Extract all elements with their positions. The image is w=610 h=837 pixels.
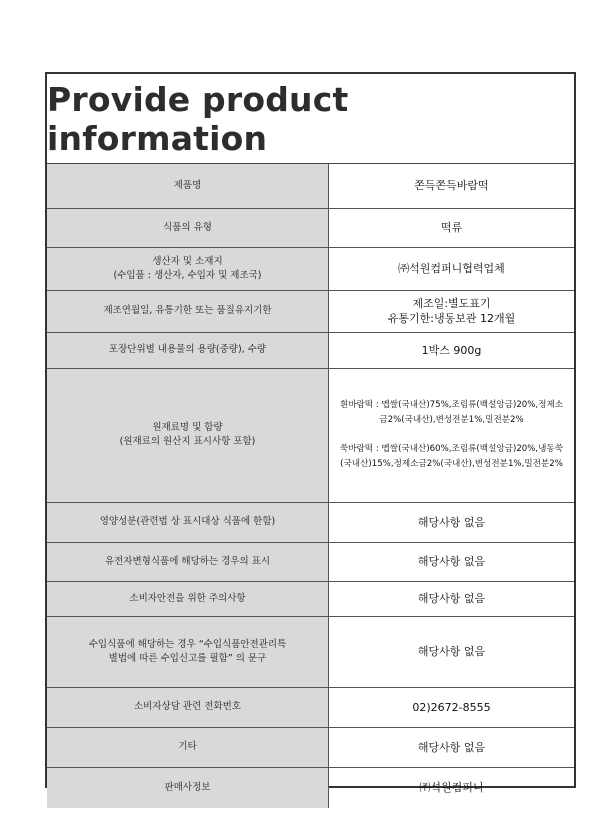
label-text: 기타 [178, 741, 197, 752]
value-text: 해당사항 없음 [417, 645, 486, 658]
label-text: 판매사정보 [164, 781, 211, 793]
table-row [47, 502, 574, 542]
label-safety-notice [47, 581, 329, 616]
table-row [47, 687, 574, 727]
value-seller [329, 767, 575, 808]
label-text: 식품의 유형 [163, 221, 212, 233]
value-nutrition [329, 502, 575, 542]
label-capacity [47, 332, 329, 368]
label-text: 별법에 따른 수입신고를 필함” 의 문구 [108, 652, 267, 664]
label-text: 포장단위별 내용물의 용량(중량), 수량 [108, 344, 267, 355]
label-text: 유전자변형식품에 해당하는 경우의 표시 [104, 555, 271, 567]
label-food-type [47, 208, 329, 247]
label-etc [47, 727, 329, 767]
label-text: 생산자 및 소재지 [152, 255, 223, 267]
label-seller [47, 767, 329, 808]
value-text: 해당사항 없음 [417, 740, 486, 754]
label-text: 제조연월일, 유통기한 또는 품질유지기한 [103, 305, 272, 316]
value-ingredients [329, 368, 575, 502]
value-text: 해당사항 없음 [417, 592, 486, 605]
ingredient-text: 쑥바람떡 : 멥쌀(국내산)60%,조림류(백설앙금)20%,냉동쑥 [339, 444, 564, 454]
value-import-notice [329, 616, 575, 687]
label-product-name [47, 164, 329, 208]
value-safety-notice [329, 581, 575, 616]
table-row [47, 247, 574, 290]
value-text: ㈜석원컴퍼니협력업체 [398, 262, 505, 275]
label-text: (수입품 : 생산자, 수입자 및 제조국) [113, 269, 262, 281]
product-info-sheet [45, 72, 576, 795]
value-food-type [329, 208, 575, 247]
label-nutrition [47, 502, 329, 542]
label-gmo [47, 542, 329, 581]
table-row [47, 727, 574, 767]
value-product-name [329, 164, 575, 208]
value-text: 유통기한:냉동보관 12개월 [387, 312, 516, 325]
label-text: 영양성분(관련법 상 표시대상 식품에 한함) [99, 516, 276, 527]
value-gmo [329, 542, 575, 581]
label-manufacture-date [47, 290, 329, 332]
ingredient-text: 금2%(국내산),변성전분1%,밀전분2% [379, 415, 524, 425]
table-row [47, 767, 574, 808]
value-text: 1박스 900g [421, 343, 482, 357]
label-text: (원재료의 원산지 표시사항 포함) [119, 436, 256, 447]
label-ingredients [47, 368, 329, 502]
label-text: 제품명 [173, 179, 202, 191]
table-row [47, 581, 574, 616]
table-row [47, 616, 574, 687]
table-row [47, 368, 574, 502]
table-row [47, 332, 574, 368]
product-info-table [47, 164, 574, 808]
value-producer [329, 247, 575, 290]
value-text: 제조일:별도표기 [412, 297, 491, 310]
value-text: 해당사항 없음 [417, 555, 486, 568]
value-text: ㈜석원컴퍼니 [419, 781, 484, 795]
table-row [47, 542, 574, 581]
table-row [47, 290, 574, 332]
ingredient-text: (국내산)15%,정제소금2%(국내산),변성전분1%,밀전분2% [340, 459, 563, 469]
ingredient-text: 흰바람떡 : 멥쌀(국내산)75%,조림류(백설앙금)20%,정제소 [339, 400, 564, 410]
spacer [334, 428, 569, 442]
table-row [47, 208, 574, 247]
value-text: 02)2672-8555 [412, 700, 491, 714]
label-text: 소비자안전을 위한 주의사항 [129, 592, 246, 604]
label-phone [47, 687, 329, 727]
value-text: 쫀득쫀득바람떡 [414, 179, 489, 193]
value-text: 해당사항 없음 [417, 515, 486, 529]
label-text: 수입식품에 해당하는 경우 “수입식품안전관리특 [88, 638, 287, 650]
label-text: 소비자상담 관련 전화번호 [134, 701, 241, 712]
label-producer [47, 247, 329, 290]
table-row [47, 164, 574, 208]
value-capacity [329, 332, 575, 368]
value-etc [329, 727, 575, 767]
value-manufacture-date [329, 290, 575, 332]
page-title: Provide product information [47, 74, 574, 164]
label-import-notice [47, 616, 329, 687]
value-phone [329, 687, 575, 727]
value-text: 떡류 [440, 221, 463, 234]
label-text: 원재료명 및 함량 [152, 422, 223, 433]
